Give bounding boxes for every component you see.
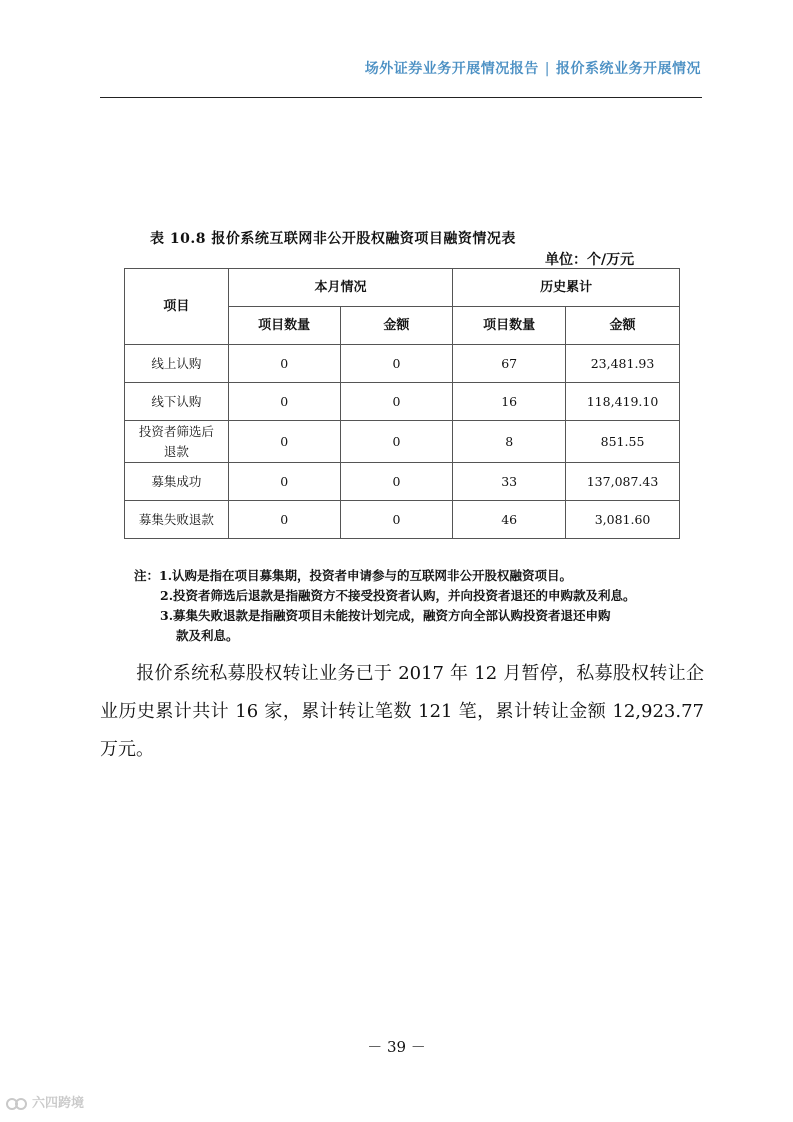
- cell-month-amount: 0: [340, 421, 453, 463]
- col-header-hist-count: 项目数量: [453, 307, 566, 345]
- cell-month-count: 0: [228, 463, 340, 501]
- note-2: 2.投资者筛选后退款是指融资方不接受投资者认购，并向投资者退还的申购款及利息。: [160, 588, 636, 603]
- cell-hist-amount: 23,481.93: [566, 345, 680, 383]
- col-header-month-count: 项目数量: [228, 307, 340, 345]
- table-row: [125, 463, 680, 501]
- col-group-history: 历史累计: [453, 269, 680, 307]
- cell-month-count: 0: [228, 421, 340, 463]
- cell-item: 募集失败退款: [125, 501, 229, 539]
- header-rule: [100, 97, 702, 98]
- table-title: 表 10.8 报价系统互联网非公开股权融资项目融资情况表: [150, 231, 516, 247]
- cell-month-count: 0: [228, 501, 340, 539]
- body-paragraph-text: 报价系统私募股权转让业务已于 2017 年 12 月暂停，私募股权转让企业历史累计共计 16 家，累计转让笔数 121 笔，累计转让金额 12,923.77 万元。: [100, 663, 704, 760]
- cell-month-amount: 0: [340, 383, 453, 421]
- cell-hist-count: 33: [453, 463, 566, 501]
- financing-table: [124, 268, 680, 539]
- cell-hist-amount: 3,081.60: [566, 501, 680, 539]
- cell-month-amount: 0: [340, 345, 453, 383]
- col-group-month: 本月情况: [228, 269, 453, 307]
- running-header: [365, 58, 701, 78]
- cell-hist-amount: 118,419.10: [566, 383, 680, 421]
- page-number: － 39 －: [367, 1038, 426, 1056]
- header-report-title: 场外证券业务开展情况报告: [364, 61, 539, 77]
- watermark-logo-icon: [6, 1096, 28, 1112]
- note-3: 3.募集失败退款是指融资项目未能按计划完成，融资方向全部认购投资者退还申购: [160, 608, 611, 623]
- cell-month-count: 0: [228, 383, 340, 421]
- cell-item: 线下认购: [125, 383, 229, 421]
- cell-hist-count: 67: [453, 345, 566, 383]
- cell-hist-count: 8: [453, 421, 566, 463]
- col-header-item: 项目: [125, 269, 229, 345]
- cell-month-amount: 0: [340, 501, 453, 539]
- table-row: [125, 383, 680, 421]
- header-section-title: 报价系统业务开展情况: [556, 61, 701, 77]
- table-notes: [134, 566, 636, 646]
- table-header-row-1: [125, 269, 680, 307]
- cell-hist-amount: 851.55: [566, 421, 680, 463]
- header-separator: |: [544, 61, 550, 77]
- note-1: 注：1.认购是指在项目募集期，投资者申请参与的互联网非公开股权融资项目。: [134, 568, 573, 583]
- cell-item: 线上认购: [125, 345, 229, 383]
- cell-hist-count: 16: [453, 383, 566, 421]
- body-paragraph: [100, 655, 704, 769]
- col-header-hist-amount: 金额: [566, 307, 680, 345]
- cell-month-amount: 0: [340, 463, 453, 501]
- note-3-continued: 款及利息。: [176, 628, 239, 643]
- table-unit: 单位：个/万元: [545, 252, 635, 268]
- cell-hist-count: 46: [453, 501, 566, 539]
- col-header-month-amount: 金额: [340, 307, 453, 345]
- cell-item: 投资者筛选后退款: [125, 421, 229, 463]
- table-row: [125, 501, 680, 539]
- cell-item: 募集成功: [125, 463, 229, 501]
- table-row: [125, 345, 680, 383]
- watermark: [6, 1092, 84, 1112]
- watermark-text: 六四跨境: [32, 1096, 85, 1111]
- cell-month-count: 0: [228, 345, 340, 383]
- cell-hist-amount: 137,087.43: [566, 463, 680, 501]
- table-row: [125, 421, 680, 463]
